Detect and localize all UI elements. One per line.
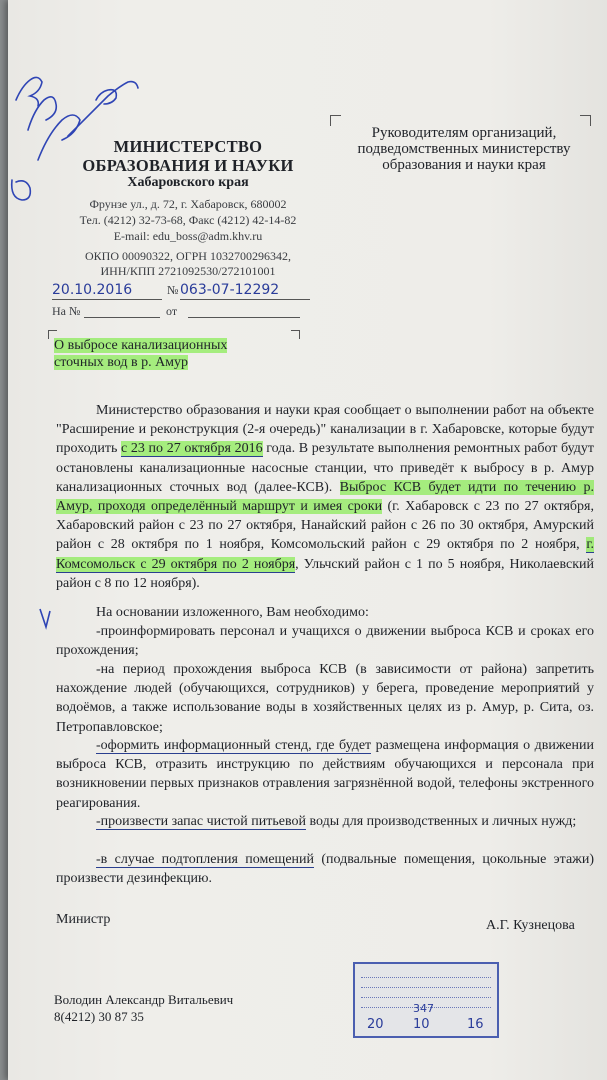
incoming-registration-stamp (353, 962, 499, 1038)
instruction-item-5 (56, 850, 594, 888)
p1-text-a: Министерство образования и науки края сообщает о выполнении работ на объекте "Расширение и реконструкция (2-я очередь)" канализации в г. Хабаровске, которые будут проходить (56, 403, 594, 457)
item3-underlined: -оформить информационный стенд, где будет (96, 738, 372, 753)
outgoing-number: 063-07-12292 (180, 282, 280, 298)
p1-highlight-dates: с 23 по 27 октября 2016 (121, 441, 263, 457)
handwritten-resolution (8, 40, 158, 220)
recipient-line-3: образования и науки края (382, 157, 546, 173)
sender-inn: ИНН/КПП 2721092530/272101001 (100, 264, 276, 278)
number-field (180, 281, 310, 300)
p1-highlight-komsomolsk: г. Комсомольск с 29 октября по 2 ноября (56, 537, 594, 572)
sender-email: E-mail: edu_boss@adm.khv.ru (113, 229, 263, 243)
reference-date-line (188, 317, 300, 318)
ministry-name-2: ОБРАЗОВАНИЯ И НАУКИ (82, 156, 294, 175)
body-paragraph-1 (56, 401, 594, 593)
instruction-item-1: -проинформировать персонал и учащихся о движении выброса КСВ и сроках его прохождения; (56, 624, 594, 659)
item3-rest: размещена информация о движении выброса КСВ, отразить инструкцию по действиям обучающихся и персонала при возникновении первых признаков отравления загрязнённой водой, телефоны экстренного реагирования. (56, 738, 594, 811)
item5-rest: (подвальные помещения, цокольные этажи) произвести дезинфекцию. (56, 852, 594, 887)
subject (54, 337, 227, 371)
item5-underlined: -в случае подтопления помещений (96, 852, 315, 867)
ministry-name-1: МИНИСТЕРСТВО (113, 137, 263, 156)
executor-phone: 8(4212) 30 87 35 (54, 1009, 144, 1024)
item4-underlined: -произвести запас чистой питьевой (96, 814, 306, 829)
instruction-item-4 (56, 812, 594, 831)
sender-address: Фрунзе ул., д. 72, г. Хабаровск, 680002 (89, 197, 287, 211)
sender-okpo: ОКПО 00090322, ОГРН 1032700296342, (85, 249, 291, 263)
handwritten-check-icon (36, 605, 56, 631)
subject-line-2: сточных вод в р. Амур (54, 355, 189, 370)
letter-page (8, 0, 607, 1080)
reference-label: На № (52, 304, 81, 318)
executor-name: Володин Александр Витальевич (54, 992, 234, 1007)
subject-line-1: О выбросе канализационных (54, 338, 228, 353)
reference-number-line (84, 317, 160, 318)
outgoing-date: 20.10.2016 (52, 282, 133, 298)
p1-text-b: года. В результате выполнения ремонтных работ будут остановлены канализационные насосные станции, что приведёт к выбросу в р. Амур канализационных сточных вод (далее-КСВ). (56, 441, 595, 495)
p1-text-c: (г. Хабаровск с 23 по 27 октября, Хабаровский район с 23 по 27 октября, Нанайский район с 26 по 30 октября, Амурский район с 28 октября по 1 ноября, Комсомольский район с 29 октября по 2 ноября, (56, 499, 594, 553)
sender-phone: Тел. (4212) 32-73-68, Факс (4212) 42-14-82 (79, 213, 297, 227)
stamp-day: 20 (367, 1017, 384, 1032)
recipient-line-2: подведомственных министерству (357, 141, 571, 157)
reference-from-label: от (166, 304, 178, 318)
address-corner-left (330, 115, 341, 126)
number-label: № (167, 283, 179, 297)
stamp-month: 10 (413, 1017, 430, 1032)
stamp-incoming-number: 347 (413, 1002, 434, 1015)
body-paragraph-2: На основании изложенного, Вам необходимо: (96, 605, 369, 620)
recipient-line-1: Руководителям организаций, (371, 125, 557, 141)
date-field (52, 281, 162, 300)
instruction-item-3 (56, 736, 594, 813)
signature-title: Министр (56, 912, 111, 927)
stamp-year: 16 (467, 1017, 484, 1032)
item4-rest: воды для производственных и личных нужд; (305, 814, 577, 829)
p1-highlight-route: Выброс КСВ будет идти по течению р. Амур, проходя определённый маршрут и имея сроки (56, 479, 594, 515)
stamp-handwriting (355, 998, 497, 1034)
instruction-item-2: -на период прохождения выброса КСВ (в зависимости от района) запретить нахождение людей (обучающихся, сотрудников) у берега, проведение мероприятий у водоёмов, а также использование воды в хозяйственных целях из р. Амур, р. Сита, оз. Петропавловское; (56, 662, 594, 735)
region-name: Хабаровского края (127, 175, 249, 190)
signature-name: А.Г. Кузнецова (486, 918, 575, 933)
p1-text-d: , Ульчский район с 1 по 5 ноября, Николаевский район с 8 по 12 ноября). (56, 556, 595, 591)
subject-corner-right (291, 330, 300, 339)
